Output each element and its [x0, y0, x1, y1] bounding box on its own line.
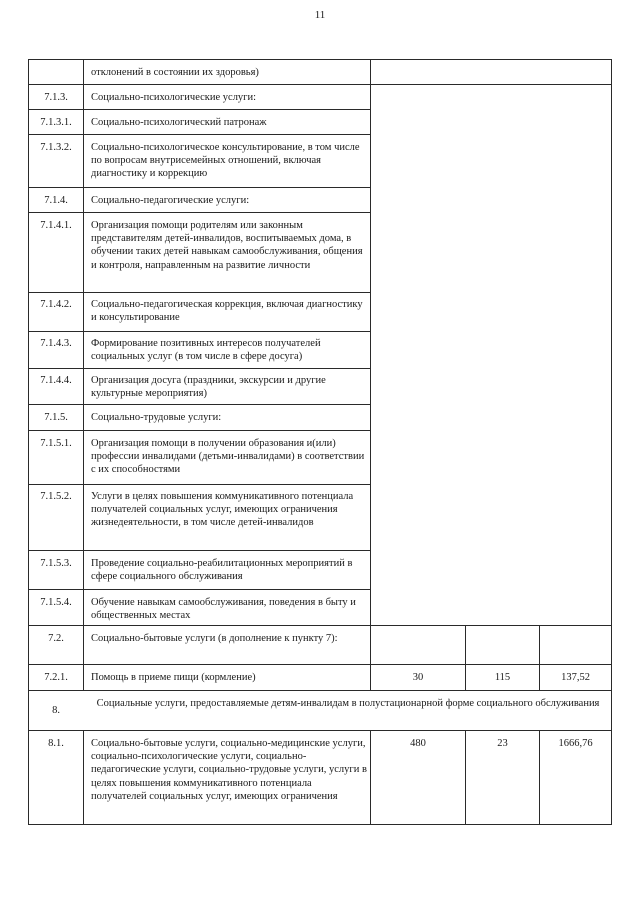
table-row-number: 7.1.5.4. [40, 597, 72, 608]
table-row-text: Социально-трудовые услуги: [91, 412, 222, 423]
table-cell-value: 23 [497, 738, 508, 749]
table-row-text: Формирование позитивных интересов получателей социальных услуг (в том числе в сфере досуга) [91, 338, 321, 363]
table-cell-value: 115 [494, 672, 511, 683]
table-cell-value: 137,52 [561, 672, 590, 683]
table-row-text: Социально-психологические услуги: [91, 92, 257, 103]
table-row-text: Социально-психологический патронаж [91, 117, 267, 128]
table-row-number: 7.1.4.4. [40, 375, 72, 386]
table-row-text: Организация помощи родителям или законным представителям детей-инвалидов, воспитываемых дома, в обучении таких детей навыкам самообслуживания, общения и контроля, направленным на развитие личности [91, 220, 363, 271]
table-row-text: Организация помощи в получении образования и(или) профессии инвалидами (детьми-инвалидами) в соответствии с их способностями [91, 438, 365, 476]
section-heading: Социальные услуги, предоставляемые детям-инвалидам в полустационарной форме социального обслуживания [96, 698, 600, 709]
table-row-number: 7.1.4. [44, 195, 68, 206]
table-cell-value: 480 [410, 738, 426, 749]
table-row-text: Социально-педагогическая коррекция, включая диагностику и консультирование [91, 299, 363, 324]
table-row-number: 7.2.1. [44, 672, 68, 683]
table-row-number: 7.1.3. [44, 92, 68, 103]
table-row-number: 8.1. [48, 738, 64, 749]
table-row-text: Социально-психологическое консультирование, в том числе по вопросам внутрисемейных отношений, включая диагностику и коррекцию [91, 142, 360, 180]
table-row-text: Организация досуга (праздники, экскурсии и другие культурные мероприятия) [91, 375, 326, 400]
table-row-number: 7.1.4.2. [40, 299, 72, 310]
table-row-number: 7.1.4.1. [40, 220, 72, 231]
table-cell-value: 1666,76 [558, 738, 593, 749]
table-row-number: 7.2. [48, 633, 64, 644]
table-row-text: Проведение социально-реабилитационных мероприятий в сфере социального обслуживания [91, 558, 353, 583]
table-row-text: Социально-бытовые услуги (в дополнение к пункту 7): [91, 633, 338, 644]
table-row-text: Помощь в приеме пищи (кормление) [91, 672, 256, 683]
table-row-text: отклонений в состоянии их здоровья) [91, 67, 259, 78]
table-row-number: 7.1.5.1. [40, 438, 72, 449]
table-cell-value: 30 [412, 672, 424, 683]
table-row-number: 7.1.3.2. [40, 142, 72, 153]
table-row-number: 8. [52, 705, 60, 716]
table-row-text: Обучение навыкам самообслуживания, поведения в быту и общественных местах [91, 597, 356, 622]
table-row-number: 7.1.5. [44, 412, 68, 423]
table-row-number: 7.1.5.3. [40, 558, 72, 569]
table-row-text: Социально-бытовые услуги, социально-медицинские услуги, социально-психологические услуги, социально-педагогические услуги, социально-трудовые услуги, услуги в целях повышения коммуникативного потенциала получателей социальных услуг, имеющих ограничения [91, 738, 367, 802]
table-row-text: Услуги в целях повышения коммуникативного потенциала получателей социальных услуг, имеющих ограничения жизнедеятельности, в том числе детей-инвалидов [91, 491, 354, 529]
table-row-number: 7.1.3.1. [40, 117, 72, 128]
page-number: 11 [314, 9, 326, 21]
table-row-number: 7.1.5.2. [40, 491, 72, 502]
table-row-number: 7.1.4.3. [40, 338, 72, 349]
table-row-text: Социально-педагогические услуги: [91, 195, 250, 206]
